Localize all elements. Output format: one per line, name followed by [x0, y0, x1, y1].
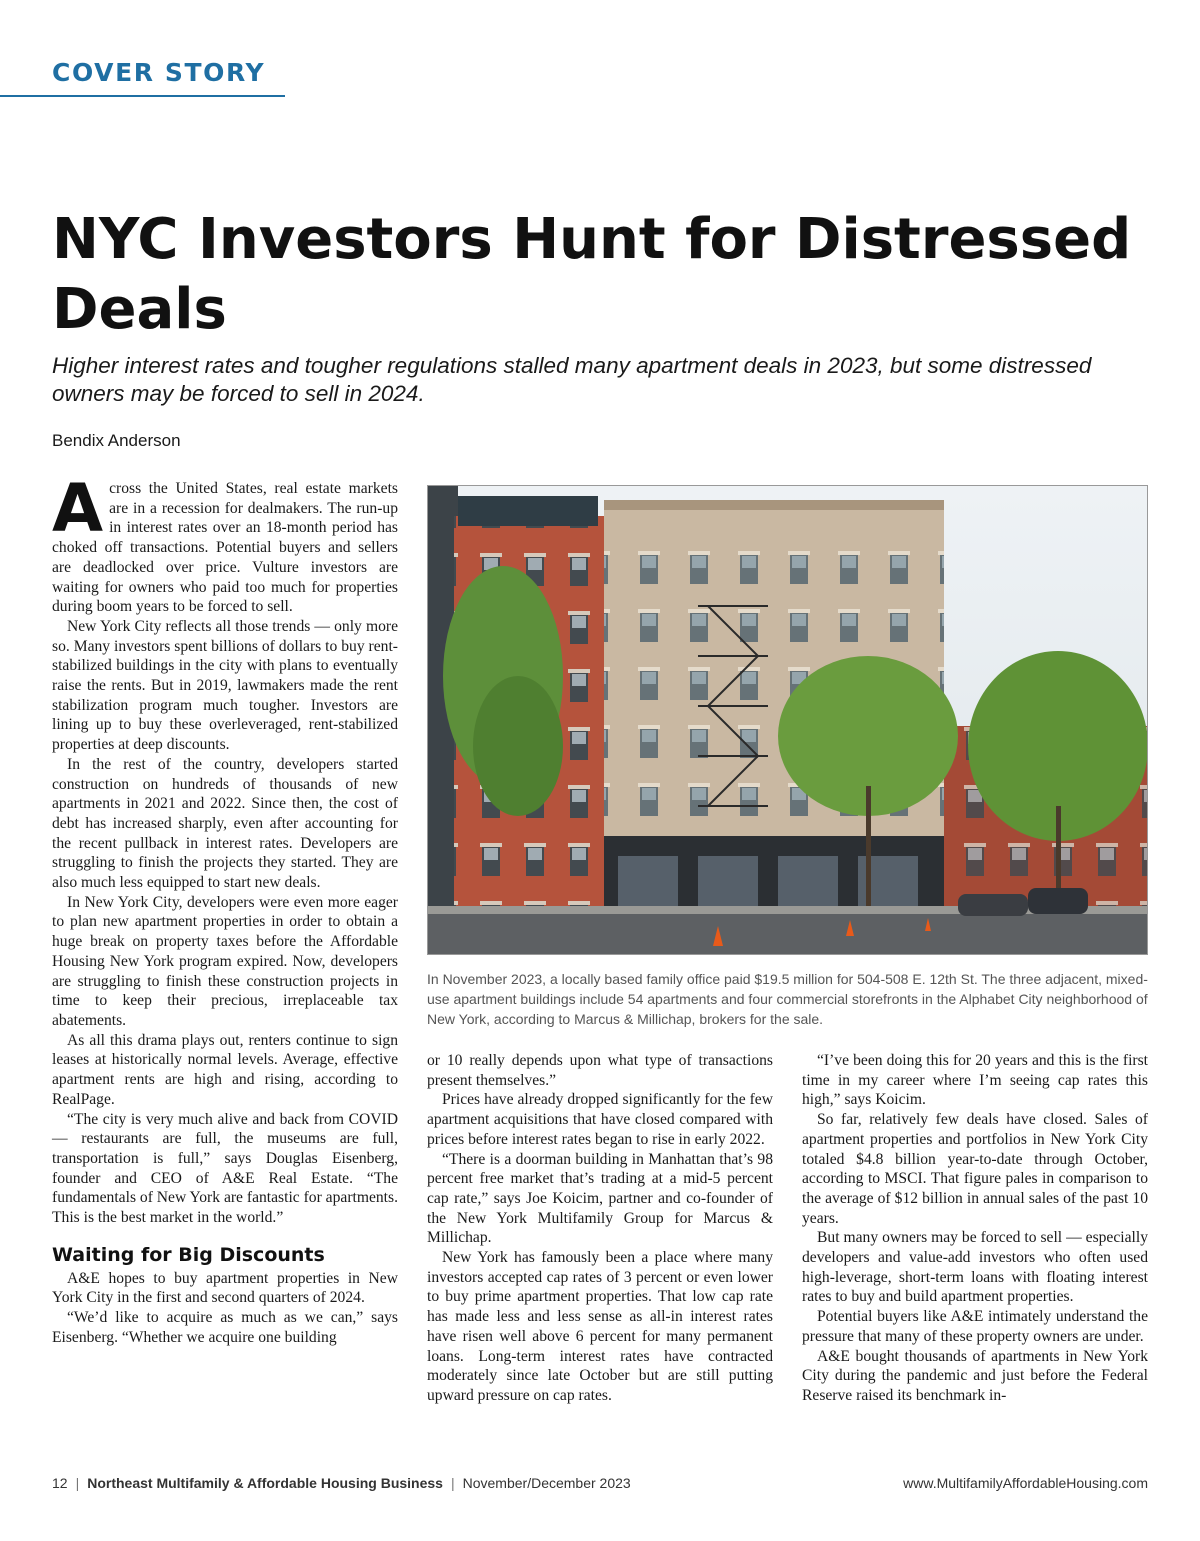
paragraph — [52, 470, 398, 617]
paragraph: “I’ve been doing this for 20 years and this is the first time in my career where I’m seeing cap rates this high,” says Koicim. — [802, 1052, 1148, 1109]
building-photo — [427, 485, 1148, 955]
paragraph: In the rest of the country, developers started construction on hundreds of thousands of new apartments in 2021 and 2022. Since then, the cost of debt has increased sharply, even after accounting for the recent pullback in interest rates. Developers are struggling to finish the projects they started. They are also much less equipped to start new deals. — [52, 755, 398, 892]
footer-separator: | — [75, 1475, 80, 1491]
publication-name: Northeast Multifamily & Affordable Housing Business — [87, 1475, 443, 1491]
issue-date: November/December 2023 — [462, 1475, 631, 1491]
subheading: Waiting for Big Discounts — [52, 1243, 325, 1266]
page-footer — [52, 1475, 1148, 1491]
paragraph: As all this drama plays out, renters continue to sign leases at historically normal levels. Average, effective apartment rents are high and rising, according to RealPage. — [52, 1031, 398, 1108]
drop-cap: A — [52, 470, 104, 547]
article-column-3 — [802, 1051, 1148, 1406]
section-rule — [0, 95, 285, 97]
paragraph: But many owners may be forced to sell — especially developers and value-add investors who often used high-leverage, short-term loans with floating interest rates to buy and build apartment properties. — [802, 1229, 1148, 1306]
photo-caption: In November 2023, a locally based family office paid $19.5 million for 504-508 E. 12th St. The three adjacent, mixed-use apartment buildings include 54 apartments and four commercial storefronts in the Alphabet City neighborhood of New York, according to Marcus & Millichap, brokers for the sale. — [427, 971, 1148, 1027]
paragraph: Potential buyers like A&E intimately understand the pressure that many of these property owners are under. — [802, 1308, 1148, 1345]
paragraph: A&E hopes to buy apartment properties in New York City in the first and second quarters of 2024. — [52, 1269, 398, 1307]
website-link[interactable]: www.MultifamilyAffordableHousing.com — [903, 1475, 1148, 1491]
paragraph: “There is a doorman building in Manhattan that’s 98 percent free market that’s trading at a mid-5 percent cap rate,” says Joe Koicim, partner and co-founder of the New York Multifamily Group for Marcus & Millichap. — [427, 1150, 773, 1247]
paragraph-text: cross the United States, real estate markets are in a recession for dealmakers. The run-up in interest rates over an 18-month period has choked off transactions. Potential buyers and sellers are deadlocked over price. Vulture investors are waiting for owners who paid too much for properties during boom years to be forced to sell. — [52, 480, 398, 616]
headline: NYC Investors Hunt for Distressed Deals — [52, 207, 1132, 342]
paragraph: In New York City, developers were even more eager to plan new apartment properties in order to obtain a huge break on property taxes before the Affordable Housing New York program expired. Now, developers are struggling to finish these construction projects in time to keep their precious, irreplaceable tax abatements. — [52, 893, 398, 1029]
article-column-2 — [427, 1051, 773, 1406]
paragraph: A&E bought thousands of apartments in New York City during the pandemic and just before the Federal Reserve raised its benchmark in- — [802, 1347, 1148, 1404]
deck: Higher interest rates and tougher regulations stalled many apartment deals in 2023, but some distressed owners may be forced to sell in 2024. — [52, 353, 1092, 406]
byline: Bendix Anderson — [52, 431, 181, 450]
paragraph: “The city is very much alive and back from COVID — restaurants are full, the museums are full, transportation is full,” says Douglas Eisenberg, founder and CEO of A&E Real Estate. “The fundamentals of New York are fantastic for apartments. This is the best market in the world.” — [52, 1110, 398, 1227]
page-number: 12 — [52, 1475, 68, 1491]
paragraph: “We’d like to acquire as much as we can,” says Eisenberg. “Whether we acquire one building — [52, 1309, 398, 1346]
section-label: COVER STORY — [52, 58, 266, 87]
footer-separator: | — [450, 1475, 455, 1491]
paragraph: or 10 really depends upon what type of transactions present themselves.” — [427, 1052, 773, 1089]
paragraph: New York City reflects all those trends — only more so. Many investors spent billions of dollars to buy rent-stabilized buildings in the city with plans to eventually raise the rents. But in 2019, lawmakers made the rent stabilization program much tougher. Investors are lining up to buy these overleveraged, rent-stabilized properties at deep discounts. — [52, 617, 398, 754]
paragraph: So far, relatively few deals have closed. Sales of apartment properties and portfolios in New York City totaled $4.8 billion year-to-date through October, according to MSCI. That figure pales in comparison to the average of $12 billion in annual sales of the past 10 years. — [802, 1111, 1148, 1227]
paragraph: New York has famously been a place where many investors accepted cap rates of 3 percent or even lower to buy prime apartment properties. That low cap rate has made less and less sense as all-in interest rates have risen well above 6 percent for many permanent loans. Long-term interest rates have contracted moderately since late October but are still putting upward pressure on cap rates. — [427, 1249, 773, 1404]
article-column-1 — [52, 470, 398, 1348]
street-buildings-illustration — [428, 486, 1148, 955]
paragraph: Prices have already dropped significantly for the few apartment acquisitions that have closed compared with prices before interest rates began to rise in early 2022. — [427, 1091, 773, 1148]
